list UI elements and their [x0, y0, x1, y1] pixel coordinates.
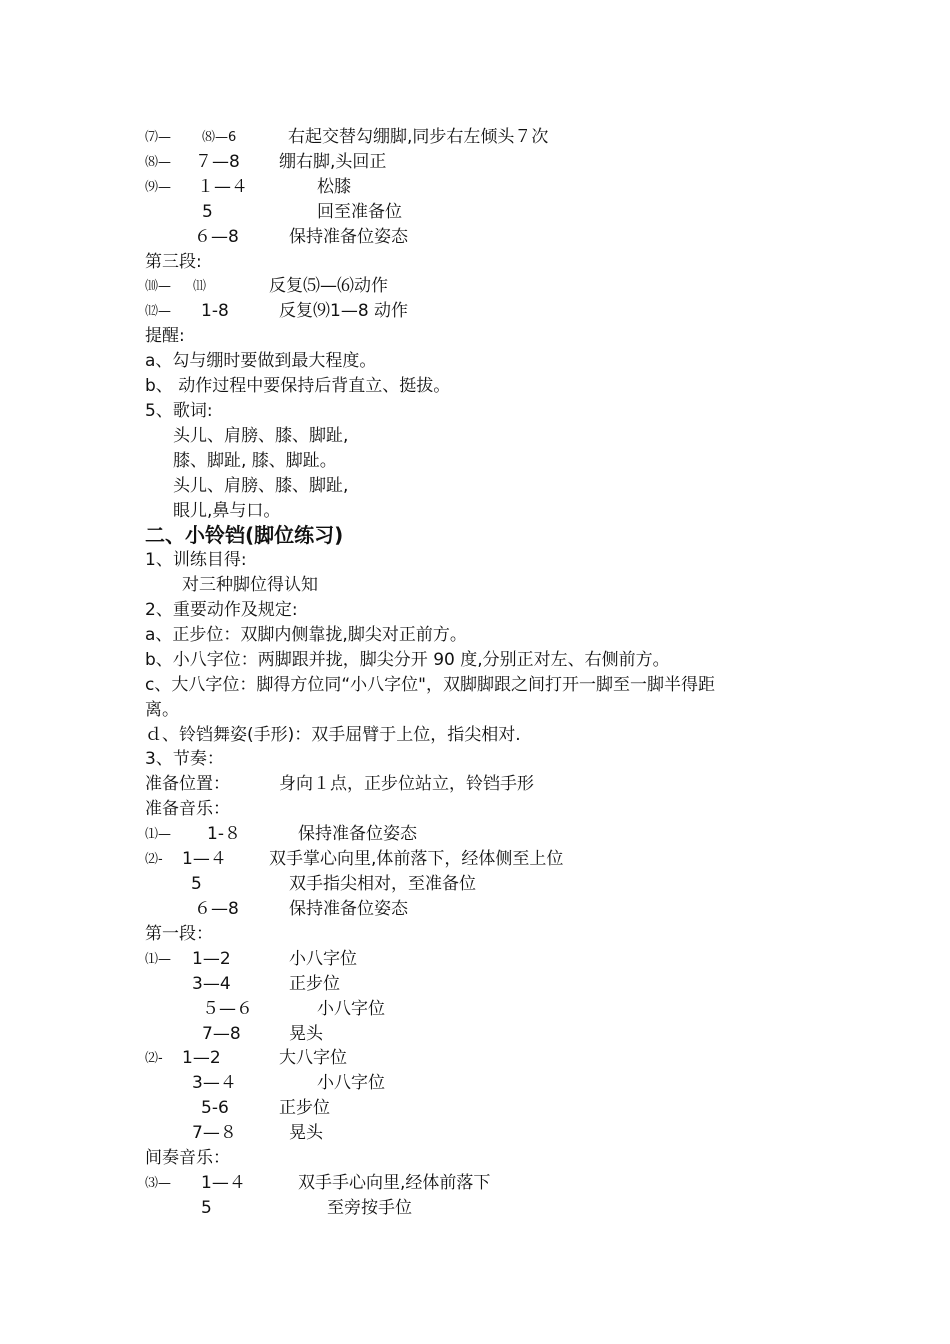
row-action: 保持准备位姿态: [289, 227, 408, 247]
row-number: ⑼—: [145, 180, 172, 195]
row-beat: 1—４: [182, 849, 227, 869]
goal-title: 1、训练目得:: [145, 550, 247, 570]
row-beat: 7—8: [202, 1024, 241, 1044]
row-number: ⑺—: [145, 130, 172, 145]
row-beat: 1-８: [207, 824, 241, 844]
reminder-item: b、 动作过程中要保持后背直立、挺拔。: [145, 376, 451, 396]
row-action: 右起交替勾绷脚,同步右左倾头７次: [288, 127, 549, 147]
lyrics-line: 膝、脚趾, 膝、脚趾。: [173, 451, 337, 471]
lyrics-line: 头儿、肩膀、膝、脚趾,: [173, 476, 349, 496]
requirements-title: 2、重要动作及规定:: [145, 600, 298, 620]
prep-position-label: 准备位置：: [145, 774, 230, 794]
row-number: ⑴—: [145, 827, 172, 842]
row-number: ⑴—: [145, 952, 172, 967]
row-beat: 5: [202, 202, 213, 222]
section-label: 第一段：: [145, 924, 213, 944]
reminder-title: 提醒:: [145, 326, 185, 346]
lyrics-line: 眼儿,鼻与口。: [173, 501, 281, 521]
requirement-item: ｄ、铃铛舞姿(手形)：双手屈臂于上位，指尖相对.: [145, 725, 521, 745]
row-action: 正步位: [289, 974, 340, 994]
row-beat: ⑻—6: [202, 130, 237, 145]
row-number: ⑽—: [145, 279, 172, 294]
row-number: ⑶—: [145, 1176, 172, 1191]
section-heading: 二、小铃铛(脚位练习): [145, 523, 344, 547]
row-beat: 1-8: [201, 301, 229, 321]
row-beat: 7—８: [192, 1123, 237, 1143]
row-beat: 5: [201, 1198, 212, 1218]
row-action: 反复⑼1—8 动作: [279, 301, 409, 321]
goal-text: 对三种脚位得认知: [182, 575, 318, 595]
lyrics-line: 头儿、肩膀、膝、脚趾,: [173, 426, 349, 446]
row-action: 保持准备位姿态: [289, 899, 408, 919]
row-action: 小八字位: [317, 999, 385, 1019]
requirement-item: b、小八字位：两脚跟并拢，脚尖分开 90 度,分别正对左、右侧前方。: [145, 650, 670, 670]
row-action: 小八字位: [317, 1073, 385, 1093]
row-beat: ５—６: [202, 999, 253, 1019]
row-action: 反复⑸—⑹动作: [269, 276, 388, 296]
row-action: 大八字位: [279, 1048, 347, 1068]
row-beat: 1—2: [182, 1048, 221, 1068]
row-action: 小八字位: [289, 949, 357, 969]
row-number: ⑻—: [145, 155, 172, 170]
row-action: 双手掌心向里,体前落下，经体侧至上位: [269, 849, 564, 869]
requirement-item-cont: 离。: [145, 700, 179, 720]
row-number: ⑿—: [145, 304, 172, 319]
row-action: 双手指尖相对，至准备位: [289, 874, 476, 894]
row-beat: ６—8: [194, 227, 239, 247]
row-number: ⑵-: [145, 852, 163, 867]
prep-position-text: 身向１点，正步位站立，铃铛手形: [279, 774, 534, 794]
row-action: 正步位: [279, 1098, 330, 1118]
row-beat: 3—４: [192, 1073, 237, 1093]
row-action: 松膝: [317, 177, 351, 197]
row-action: 晃头: [289, 1024, 323, 1044]
prep-music-label: 准备音乐：: [145, 799, 230, 819]
row-beat: 3—4: [192, 974, 231, 994]
row-beat: 1—４: [201, 1173, 246, 1193]
row-action: 保持准备位姿态: [298, 824, 417, 844]
row-beat: ⑾: [193, 279, 207, 294]
row-beat: 5-6: [201, 1098, 229, 1118]
row-beat: １—４: [197, 177, 248, 197]
section-label: 第三段:: [145, 252, 202, 272]
row-beat: ７—8: [195, 152, 240, 172]
row-action: 晃头: [289, 1123, 323, 1143]
requirement-item: c、大八字位：脚得方位同“小八字位"，双脚脚跟之间打开一脚至一脚半得距: [145, 675, 715, 695]
row-beat: 1—2: [192, 949, 231, 969]
interlude-label: 间奏音乐：: [145, 1148, 230, 1168]
row-action: 双手手心向里,经体前落下: [298, 1173, 491, 1193]
lyrics-title: 5、歌词:: [145, 401, 213, 421]
row-beat: 5: [191, 874, 202, 894]
rhythm-title: 3、节奏：: [145, 749, 224, 769]
row-number: ⑵-: [145, 1051, 163, 1066]
row-action: 至旁按手位: [327, 1198, 412, 1218]
requirement-item: a、正步位：双脚内侧靠拢,脚尖对正前方。: [145, 625, 467, 645]
row-action: 回至准备位: [317, 202, 402, 222]
row-action: 绷右脚,头回正: [279, 152, 387, 172]
row-beat: ６—8: [194, 899, 239, 919]
reminder-item: a、勾与绷时要做到最大程度。: [145, 351, 377, 371]
